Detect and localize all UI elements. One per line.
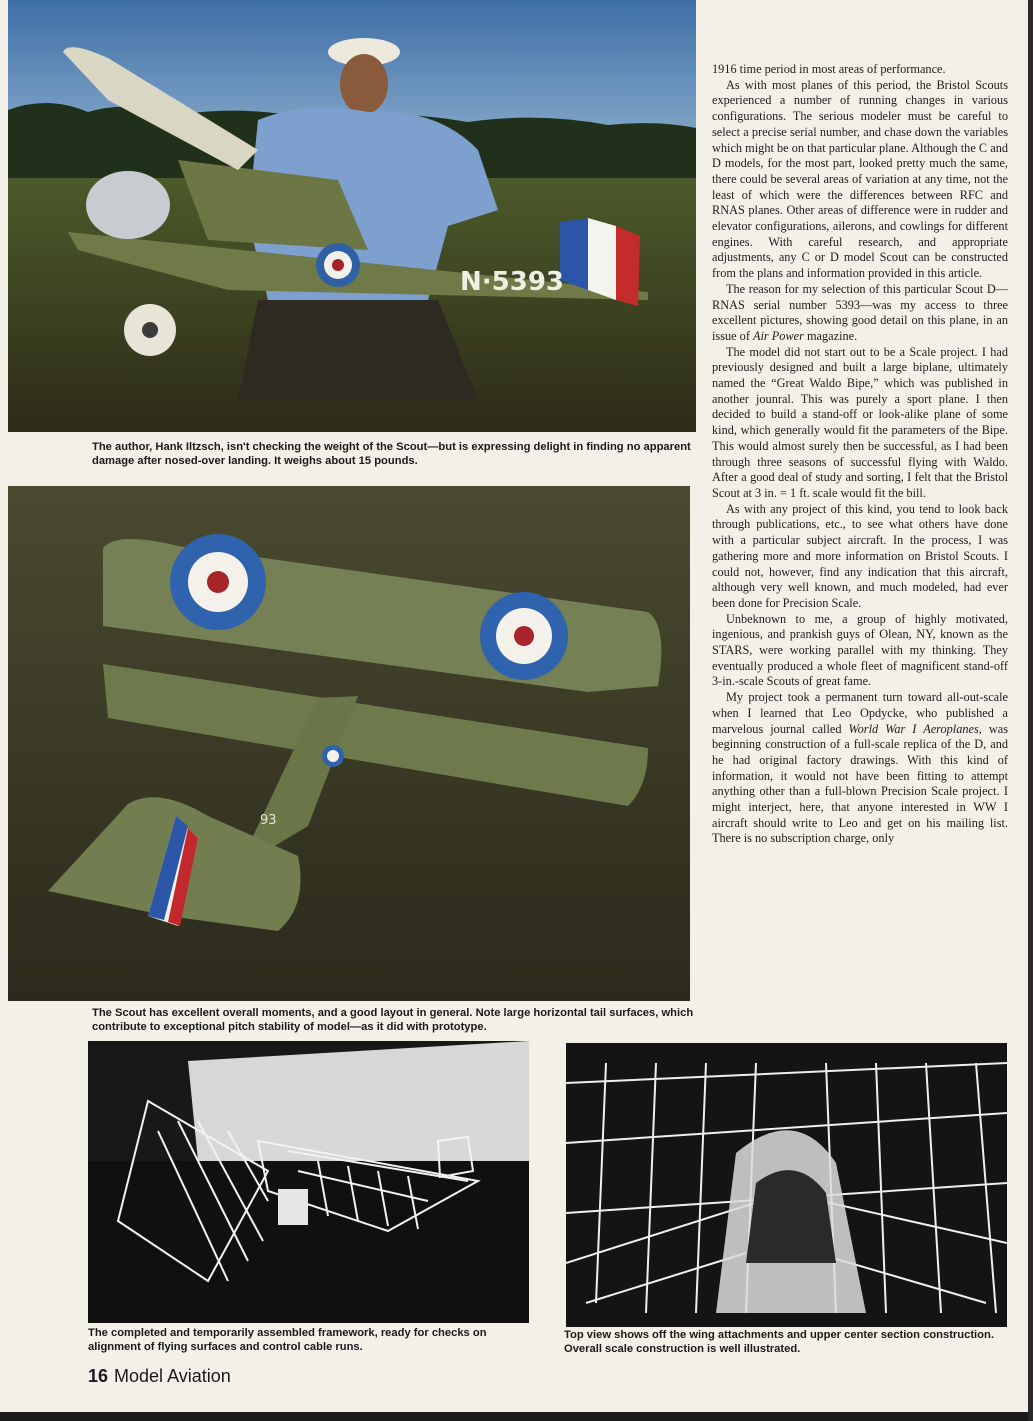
cowling [86, 171, 170, 239]
article-paragraph-6: Unbeknown to me, a group of highly motivated, ingenious, and prankish guys of Olean, NY, known as the STARS, were working parallel with my thinking. They eventually produced a whole fleet of magnificent stand-off 3-in.-scale Scouts of great fame. [712, 611, 1008, 689]
serial-marking: N·5393 [460, 267, 564, 297]
caption-photo-2 [92, 1006, 696, 1034]
article-paragraph-1: 1916 time period in most areas of performance. [712, 62, 946, 76]
article-paragraph-3-end: magazine. [803, 328, 858, 343]
caption-photo-3-text: The completed and temporarily assembled framework, ready for checks on alignment of flying surfaces and control cable runs. [88, 1327, 487, 1353]
article-paragraph-2: As with most planes of this period, the Bristol Scouts experienced a number of running changes in various configurations. The serious modeler must be careful to select a precise serial number, and chase down the variables which might be on that particular plane. Although the C and D models, for the most part, looked pretty much the same, there could be several areas of variation at any time, not the least of which were the differences between RFC and RNAS planes. Other areas of difference were in rudder and elevator configurations, ailerons, and cowlings for different engines. With careful research, and appropriate adjustments, any C or D model Scout can be constructed from the plans and information provided in this article. [712, 77, 1008, 281]
photo-framework-assembled [88, 1041, 529, 1323]
article-paragraph-4: The model did not start out to be a Scale project. I had previously designed and built a large biplane, ultimately named the “Great Waldo Bipe,” which was published in another jounral. This was purely a sport plane. I then decided to build a stand-off or look-alike plane of some kind, which generally would fit the parameters of the Bipe. This would almost surely then be successful, as I had been through three seasons of successful flying with Waldo. After a good deal of study and sorting, I felt that the Bristol Scout at 3 in. = 1 ft. scale would fit the bill. [712, 344, 1008, 500]
caption-photo-4-text: Top view shows off the wing attachments and upper center section construction. Overall scale construction is well illustrated. [564, 1329, 994, 1355]
article-paragraph-3-text: The reason for my selection of this particular Scout D—RNAS serial number 5393—was my access to three excellent pictures, showing good detail on this plane, in an issue of [712, 281, 1008, 343]
magazine-title-air-power: Air Power [753, 328, 804, 343]
caption-photo-4 [564, 1328, 1009, 1356]
article-paragraph-3 [712, 282, 1008, 345]
article-paragraph-7 [712, 690, 1008, 847]
scan-border-bottom [0, 1412, 1033, 1421]
page-folio [88, 1366, 231, 1387]
fuselage-number: 93 [260, 813, 277, 828]
photo-framework-topview-art [566, 1043, 1007, 1327]
photo-scout-on-grass [8, 486, 690, 1001]
caption-photo-2-text: The Scout has excellent overall moments, and a good layout in general. Note large horizontal tail surfaces, which contribute to exceptional pitch stability of model—as it did with prototype. [92, 1007, 694, 1033]
article-paragraph-5: As with any project of this kind, you tend to look back through publications, etc., to see what others have done with a particular subject aircraft. In the process, I was gathering more and more information on Bristol Scouts. I could not, however, find any indication that this aircraft, although very well known, and much modeled, had ever been done for Precision Scale. [712, 501, 1008, 610]
article-paragraph-7-end: was beginning construction of a full-scale replica of the D, and he had original factory drawings. With this kind of information, it would not have been fitting to attempt anything other than a full-blown Precision Scale project. I might interject, here, that anyone interested in WW I aircraft should write to Leo and get on his mailing list. There is no subscription charge, only [712, 721, 1009, 846]
scan-border-right [1028, 0, 1033, 1421]
caption-photo-3 [88, 1326, 538, 1354]
journal-title-ww1-aeroplanes: World War I Aeroplanes, [848, 721, 982, 736]
photo-framework-assembled-art [88, 1041, 529, 1323]
photo-framework-topview [566, 1043, 1007, 1327]
control-box [278, 1189, 308, 1225]
magazine-name: Model Aviation [114, 1366, 231, 1386]
article-column [712, 62, 1008, 847]
photo-author-with-scout-art [8, 0, 696, 432]
article-paragraph-7-text: My project took a permanent turn toward all-out-scale when I learned that Leo Opdycke, who published a marvelous journal called [712, 690, 1008, 736]
photo-author-with-scout [8, 0, 696, 432]
caption-photo-1 [92, 440, 696, 468]
photo-scout-on-grass-art [8, 486, 690, 1001]
caption-photo-1-text: The author, Hank Iltzsch, isn't checking the weight of the Scout—but is expressing delight in finding no apparent damage after nosed-over landing. It weighs about 15 pounds. [92, 441, 691, 467]
page-number: 16 [88, 1366, 109, 1386]
